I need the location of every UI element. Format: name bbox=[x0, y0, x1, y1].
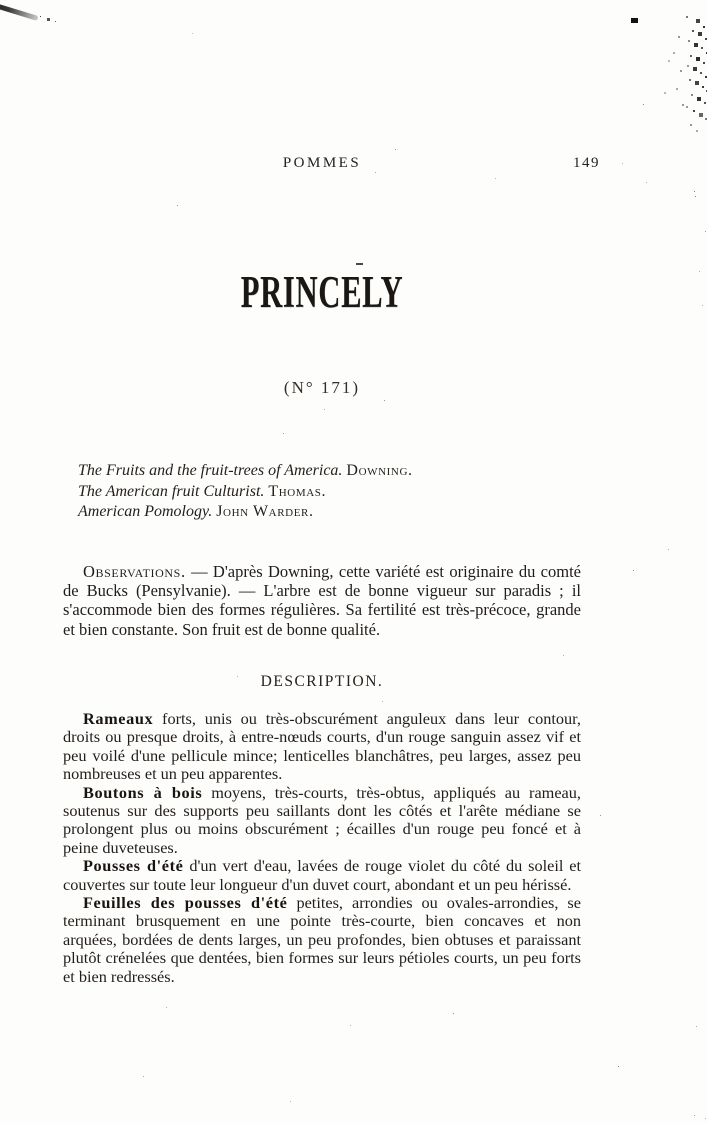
reference-item bbox=[78, 461, 413, 482]
reference-item bbox=[78, 482, 413, 503]
scan-smudge-top-left bbox=[0, 2, 39, 21]
paragraph-text: moyens, très-courts, très-obtus, appliqués au rameau, soutenus sur des supports peu saillants dont les côtés et l'arête médiane se prolongent plus ou moins obscurément ; écailles d'un rouge peu foncé et à peine duveteuses. bbox=[63, 782, 581, 857]
scan-dash-artifact bbox=[356, 263, 363, 265]
page-number: 149 bbox=[573, 155, 600, 171]
paragraph-lead: Feuilles des pousses d'été bbox=[83, 893, 288, 913]
running-head bbox=[63, 155, 600, 175]
paragraph-lead: Rameaux bbox=[83, 709, 154, 728]
observations-text: — D'après Downing, cette variété est originaire du comté de Bucks (Pensylvanie). — L'arbre est de bonne vigueur sur paradis ; il s'accommode bien des formes régulières. Sa fertilité est très-précoce, grande et bien constante. Son fruit est de bonne qualité. bbox=[63, 562, 581, 639]
reference-list bbox=[78, 461, 413, 523]
observations-label: Observations. bbox=[83, 562, 186, 581]
reference-author: Thomas. bbox=[268, 482, 327, 500]
scan-speckles bbox=[0, 0, 1, 1]
paragraph-lead: Pousses d'été bbox=[83, 856, 184, 876]
paragraph-text: forts, unis ou très-obscurément anguleux dans leur contour, droits ou presque droits, à entre-nœuds courts, d'un rouge sanguin assez vif et peu voilé d'une pellicule mince; lenticelles blanchâtres, peu larges, assez peu nombreuses et un peu apparentes. bbox=[63, 709, 581, 784]
reference-author: Downing. bbox=[346, 462, 413, 479]
page-title: PRINCELY bbox=[240, 267, 404, 317]
reference-author: John Warder. bbox=[216, 503, 314, 520]
paragraph-lead: Boutons à bois bbox=[83, 782, 203, 802]
reference-title: American Pomology. bbox=[78, 503, 213, 520]
description-paragraph bbox=[63, 857, 581, 894]
reference-item bbox=[78, 502, 413, 523]
paragraph-text: petites, arrondies ou ovales-arrondies, se terminant brusquement en une pointe très-courte, bien concaves et non arquées, bordées de dents larges, un peu profondes, bien obtuses et paraissant plutôt crénelées que dentées, bien formes sur leurs pétioles courts, un peu forts et bien redressés. bbox=[63, 893, 581, 986]
description-paragraph bbox=[63, 784, 581, 858]
section-heading: DESCRIPTION. bbox=[260, 673, 384, 690]
running-title: POMMES bbox=[282, 155, 362, 171]
description-paragraph bbox=[63, 894, 581, 986]
description-section bbox=[63, 710, 581, 986]
variety-number: (N° 171) bbox=[283, 378, 361, 397]
observations-paragraph bbox=[63, 562, 581, 639]
paragraph-text: d'un vert d'eau, lavées de rouge violet du côté du soleil et couvertes sur toute leur longueur d'un duvet court, abondant et un peu hérissé. bbox=[63, 856, 582, 894]
ink-dot bbox=[631, 18, 638, 23]
description-paragraph bbox=[63, 710, 581, 784]
reference-title: The Fruits and the fruit-trees of America. bbox=[78, 462, 343, 479]
reference-title: The American fruit Culturist. bbox=[78, 482, 265, 500]
